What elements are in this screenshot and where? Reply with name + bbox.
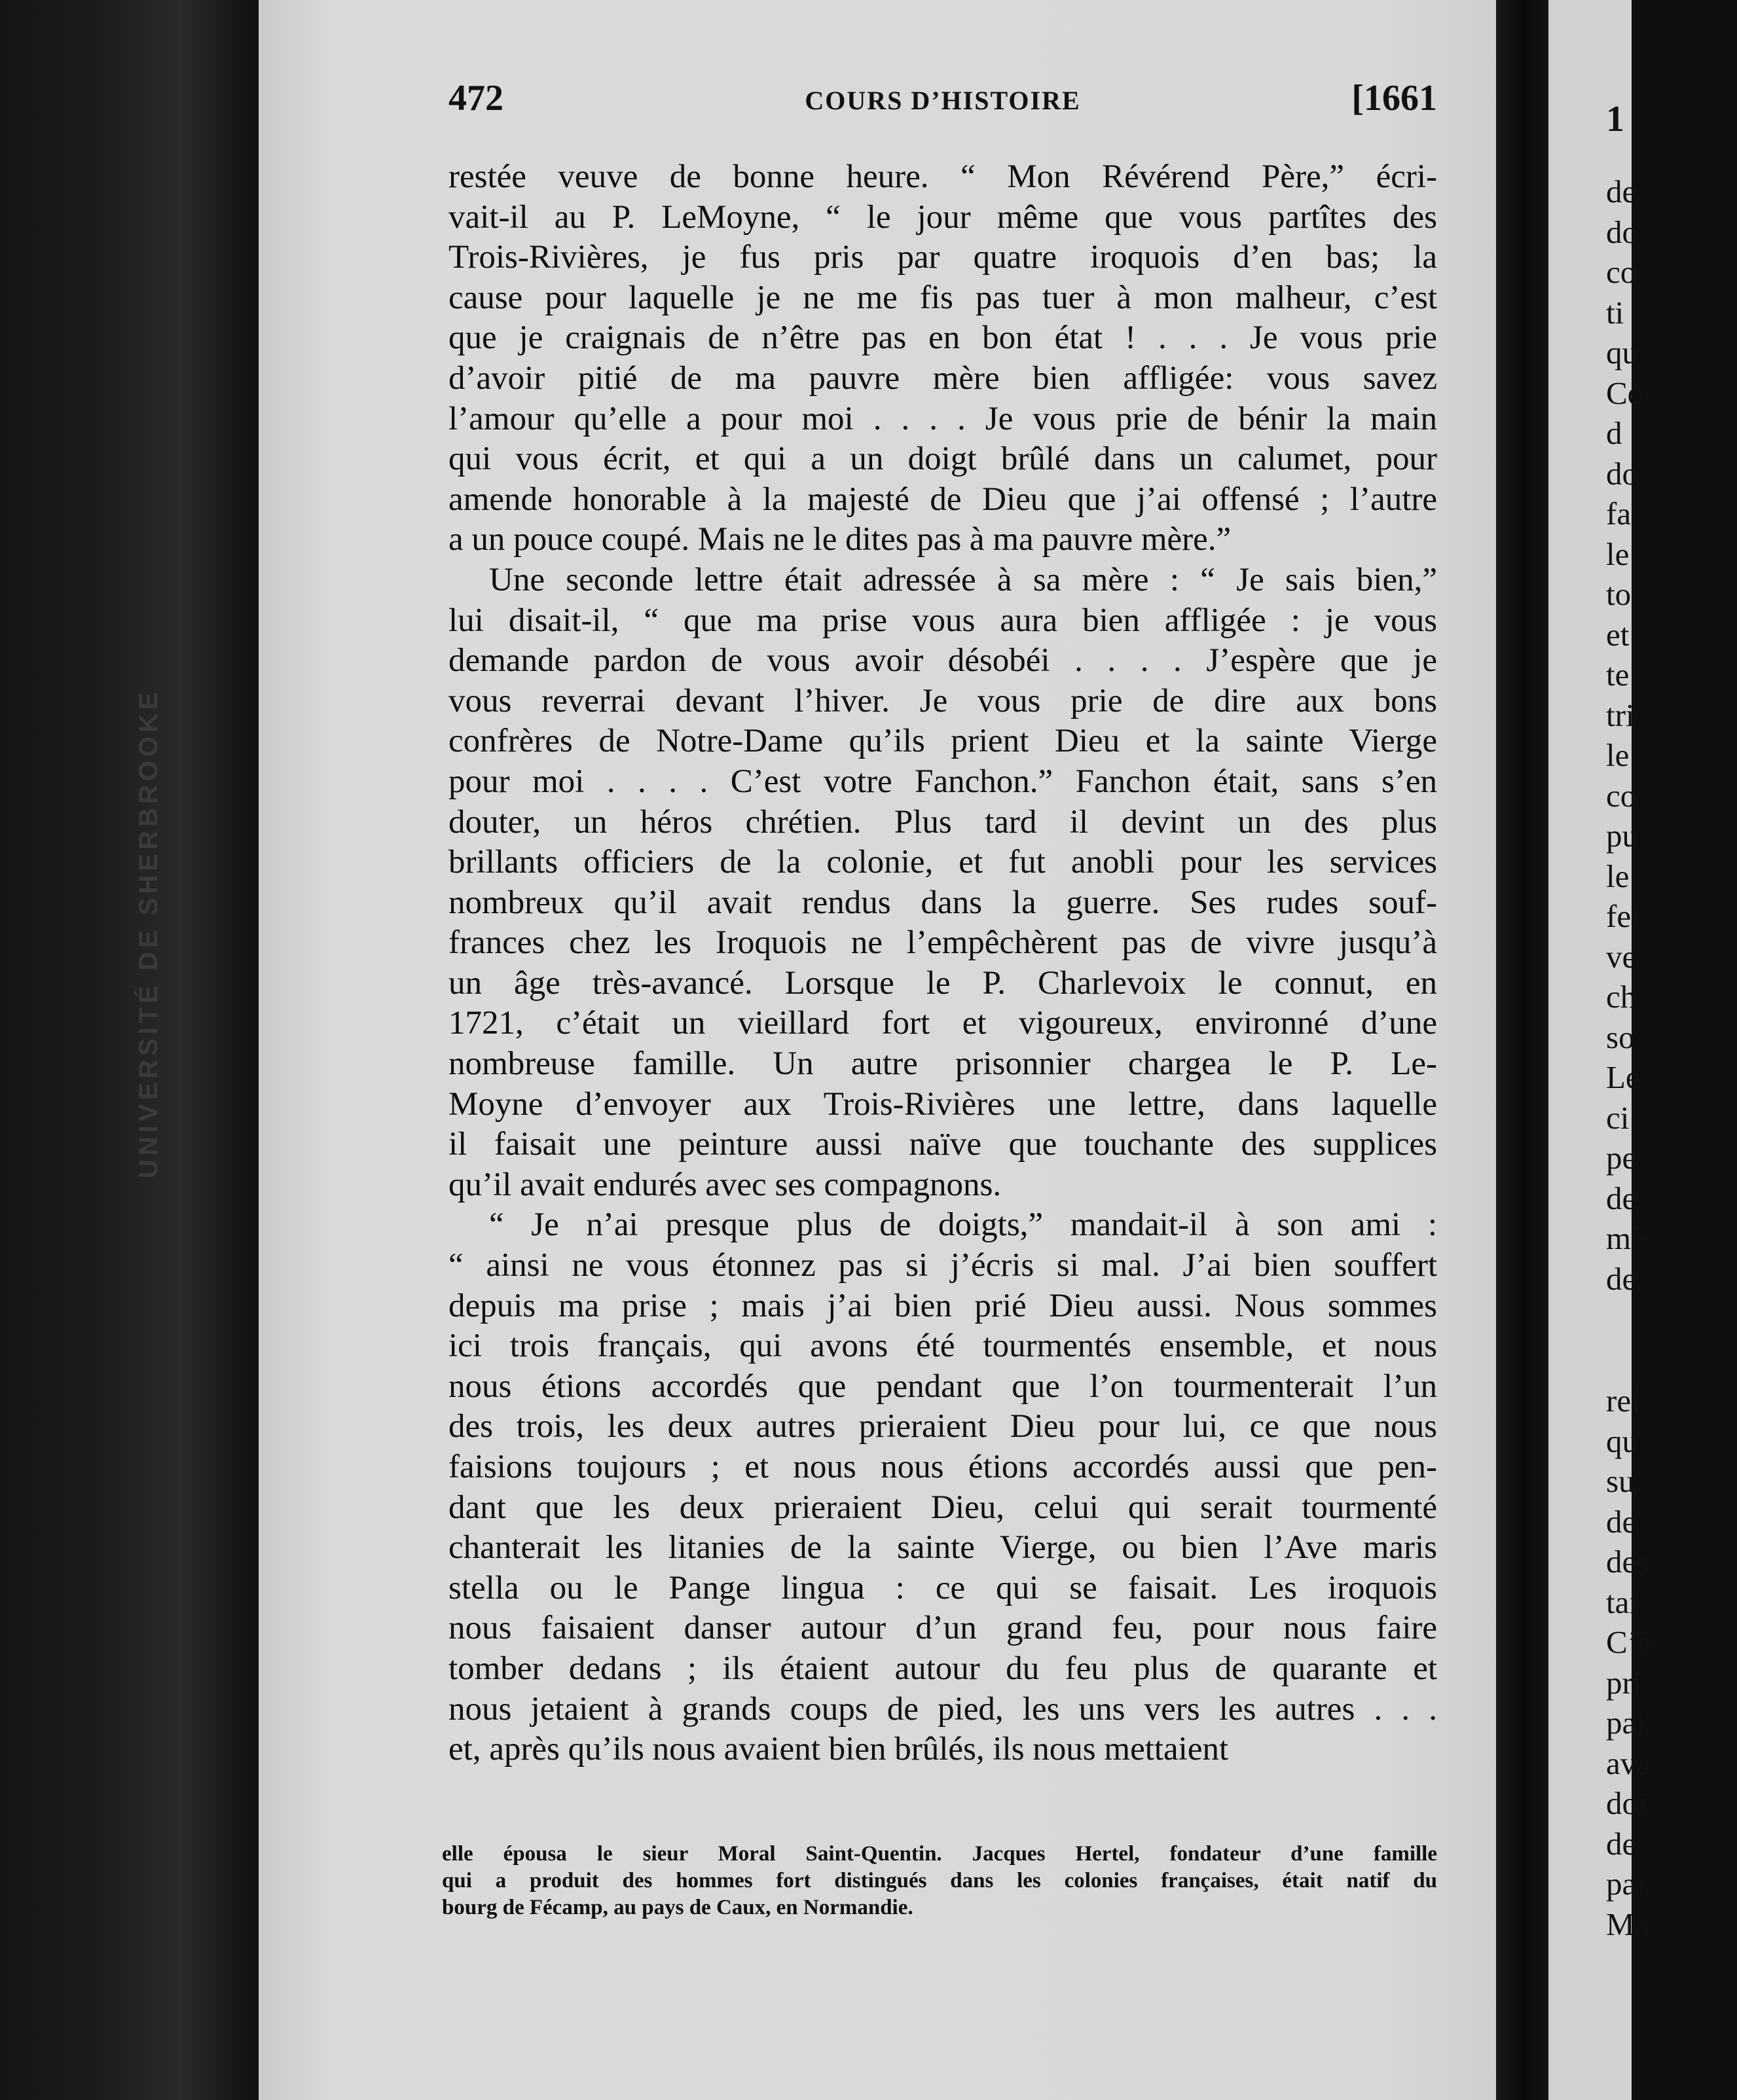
text-line: stella ou le Pange lingua : ce qui se faisait. Les iroquois: [448, 1569, 1437, 1606]
facing-line-fragment: et: [1606, 616, 1630, 653]
footnote: [442, 1841, 1437, 1921]
facing-line-fragment: le: [1606, 858, 1630, 894]
facing-line-fragment: Co: [1606, 374, 1644, 411]
facing-line-fragment: rei: [1606, 1383, 1640, 1419]
text-line: confrères de Notre-Dame qu’ils prient Dieu et la sainte Vierge: [448, 723, 1437, 760]
facing-line-fragment: ti: [1606, 294, 1624, 331]
text-line: faisions toujours ; et nous nous étions accordés aussi que pen-: [448, 1449, 1437, 1485]
text-line: et, après qu’ils nous avaient bien brûlés, ils nous mettaient: [448, 1731, 1229, 1768]
text-line: qui vous écrit, et qui a un doigt brûlé dans un calumet, pour: [448, 441, 1437, 478]
text-line: nous faisaient danser autour d’un grand feu, pour nous faire: [448, 1610, 1437, 1647]
facing-line-fragment: co: [1606, 254, 1637, 290]
text-line: Trois-Rivières, je fus pris par quatre iroquois d’en bas; la: [448, 239, 1437, 276]
facing-line-fragment: tri: [1606, 697, 1635, 733]
facing-line-fragment: ch: [1606, 979, 1637, 1015]
text-line: cause pour laquelle je ne me fis pas tuer à mon malheur, c’est: [448, 279, 1437, 316]
text-line: chanterait les litanies de la sainte Vierge, ou bien l’Ave maris: [448, 1529, 1437, 1566]
facing-line-fragment: fei: [1606, 898, 1640, 934]
running-title: COURS D’HISTOIRE: [805, 86, 1081, 115]
facing-line-fragment: doi: [1606, 1785, 1647, 1821]
text-line: depuis ma prise ; mais j’ai bien prié Dieu aussi. Nous sommes: [448, 1287, 1437, 1324]
facing-line-fragment: ava: [1606, 1745, 1651, 1781]
text-line: nous étions accordés que pendant que l’on tourmenterait l’un: [448, 1367, 1437, 1405]
facing-line-fragment: qu: [1606, 1422, 1638, 1459]
facing-line-fragment: te: [1606, 657, 1630, 693]
facing-line-fragment: le: [1606, 737, 1630, 773]
facing-page: [1548, 0, 1653, 2100]
text-line: l’amour qu’elle a pour moi . . . . Je vous prie de bénir la main: [448, 400, 1437, 437]
library-stamp: UNIVERSITÉ DE SHERBROOKE: [134, 688, 163, 1178]
book-page: [259, 0, 1496, 2100]
facing-line-fragment: fa: [1606, 496, 1632, 532]
text-line: frances chez les Iroquois ne l’empêchèrent pas de vivre jusqu’à: [448, 924, 1437, 962]
text-line: pour moi . . . . C’est votre Fanchon.” Fanchon était, sans s’en: [448, 763, 1437, 800]
facing-page-text: [1606, 172, 1737, 1944]
text-line: nombreuse famille. Un autre prisonnier chargea le P. Le-: [448, 1045, 1437, 1083]
text-line: des trois, les deux autres prieraient Dieu pour lui, ce que nous: [448, 1408, 1437, 1445]
text-line: vait-il au P. LeMoyne, “ le jour même que vous partîtes des: [448, 198, 1437, 236]
body-text: [448, 157, 1437, 1770]
text-line: que je craignais de n’être pas en bon état ! . . . Je vous prie: [448, 319, 1437, 357]
text-line: douter, un héros chrétien. Plus tard il devint un des plus: [448, 803, 1437, 841]
facing-line-fragment: d: [1606, 415, 1622, 451]
facing-line-fragment: do: [1606, 213, 1638, 250]
text-line: dant que les deux prieraient Dieu, celui qui serait tourmenté: [448, 1489, 1437, 1526]
facing-line-fragment: su: [1606, 1463, 1635, 1499]
text-line: qu’il avait endurés avec ses compagnons.: [448, 1166, 1002, 1203]
facing-line-fragment: de: [1606, 1825, 1637, 1862]
facing-line-fragment: de: [1606, 173, 1637, 209]
facing-paragraph-gap: [1606, 1299, 1737, 1381]
text-line: ici trois français, qui avons été tourmentés ensemble, et nous: [448, 1328, 1437, 1365]
text-line: a un pouce coupé. Mais ne le dites pas à ma pauvre mère.”: [448, 521, 1232, 558]
facing-line-fragment: pe: [1606, 1140, 1637, 1176]
text-line: Une seconde lettre était adressée à sa mère : “ Je sais bien,”: [489, 561, 1437, 598]
facing-line-fragment: pri: [1606, 1664, 1642, 1701]
text-line: 1721, c’était un vieillard fort et vigoureux, environné d’une: [448, 1005, 1437, 1042]
page-header: [448, 77, 1437, 130]
page-number: 472: [448, 78, 503, 118]
facing-line-fragment: pu: [1606, 818, 1638, 854]
text-line: “ ainsi ne vous étonnez pas si j’écris si mal. J’ai bien souffert: [448, 1247, 1437, 1284]
facing-line-fragment: de: [1606, 1503, 1637, 1540]
text-line: Moyne d’envoyer aux Trois-Rivières une lettre, dans laquelle: [448, 1085, 1437, 1123]
text-line: il faisait une peinture aussi naïve que touchante des supplices: [448, 1126, 1437, 1163]
facing-line-fragment: do: [1606, 455, 1638, 492]
facing-line-fragment: co: [1606, 777, 1637, 814]
text-line: tomber dedans ; ils étaient autour du feu plus de quarante et: [448, 1650, 1437, 1687]
text-line: nous jetaient à grands coups de pied, les uns vers les autres . . .: [448, 1690, 1437, 1728]
text-line: un âge très-avancé. Lorsque le P. Charlevoix le connut, en: [448, 964, 1437, 1002]
facing-line-fragment: pai: [1606, 1705, 1645, 1741]
facing-page-number: 1: [1606, 99, 1624, 139]
facing-line-fragment: qu: [1606, 335, 1638, 371]
facing-line-fragment: Le: [1606, 1059, 1640, 1095]
facing-line-fragment: le: [1606, 535, 1630, 572]
binding-gutter: [0, 0, 259, 2100]
text-line: demande pardon de vous avoir désobéi . . . . J’espère que je: [448, 642, 1437, 679]
facing-line-fragment: to: [1606, 576, 1632, 612]
facing-line-fragment: de: [1606, 1180, 1637, 1216]
footnote-line: qui a produit des hommes fort distingués dans les colonies françaises, était natif du: [442, 1869, 1437, 1892]
facing-line-fragment: de: [1606, 1260, 1637, 1297]
text-line: brillants officiers de la colonie, et fut anobli pour les services: [448, 844, 1437, 881]
facing-line-fragment: des: [1606, 1544, 1649, 1580]
facing-line-fragment: Ma: [1606, 1906, 1649, 1942]
text-line: lui disait-il, “ que ma prise vous aura bien affligée : je vous: [448, 602, 1437, 639]
page-divider: [1496, 0, 1548, 2100]
footnote-line: elle épousa le sieur Moral Saint-Quentin. Jacques Hertel, fondateur d’une famille: [442, 1842, 1437, 1866]
footnote-line: bourg de Fécamp, au pays de Caux, en Normandie.: [442, 1896, 913, 1919]
text-line: vous reverrai devant l’hiver. Je vous prie de dire aux bons: [448, 682, 1437, 719]
facing-line-fragment: tai: [1606, 1584, 1638, 1620]
text-line: nombreux qu’il avait rendus dans la guerre. Ses rudes souf-: [448, 884, 1437, 921]
facing-line-fragment: mê: [1606, 1220, 1645, 1256]
text-line: amende honorable à la majesté de Dieu que j’ai offensé ; l’autre: [448, 480, 1437, 518]
facing-line-fragment: ve: [1606, 938, 1637, 975]
text-line: “ Je n’ai presque plus de doigts,” mandait-il à son ami :: [489, 1206, 1437, 1244]
facing-line-fragment: C’é: [1606, 1624, 1653, 1660]
facing-line-fragment: so: [1606, 1019, 1635, 1055]
facing-line-fragment: pai: [1606, 1866, 1645, 1902]
facing-line-fragment: ci: [1606, 1099, 1630, 1136]
text-line: d’avoir pitié de ma pauvre mère bien affligée: vous savez: [448, 359, 1437, 397]
text-line: restée veuve de bonne heure. “ Mon Révérend Père,” écri-: [448, 158, 1437, 195]
year-marker: [1661: [1351, 78, 1437, 118]
